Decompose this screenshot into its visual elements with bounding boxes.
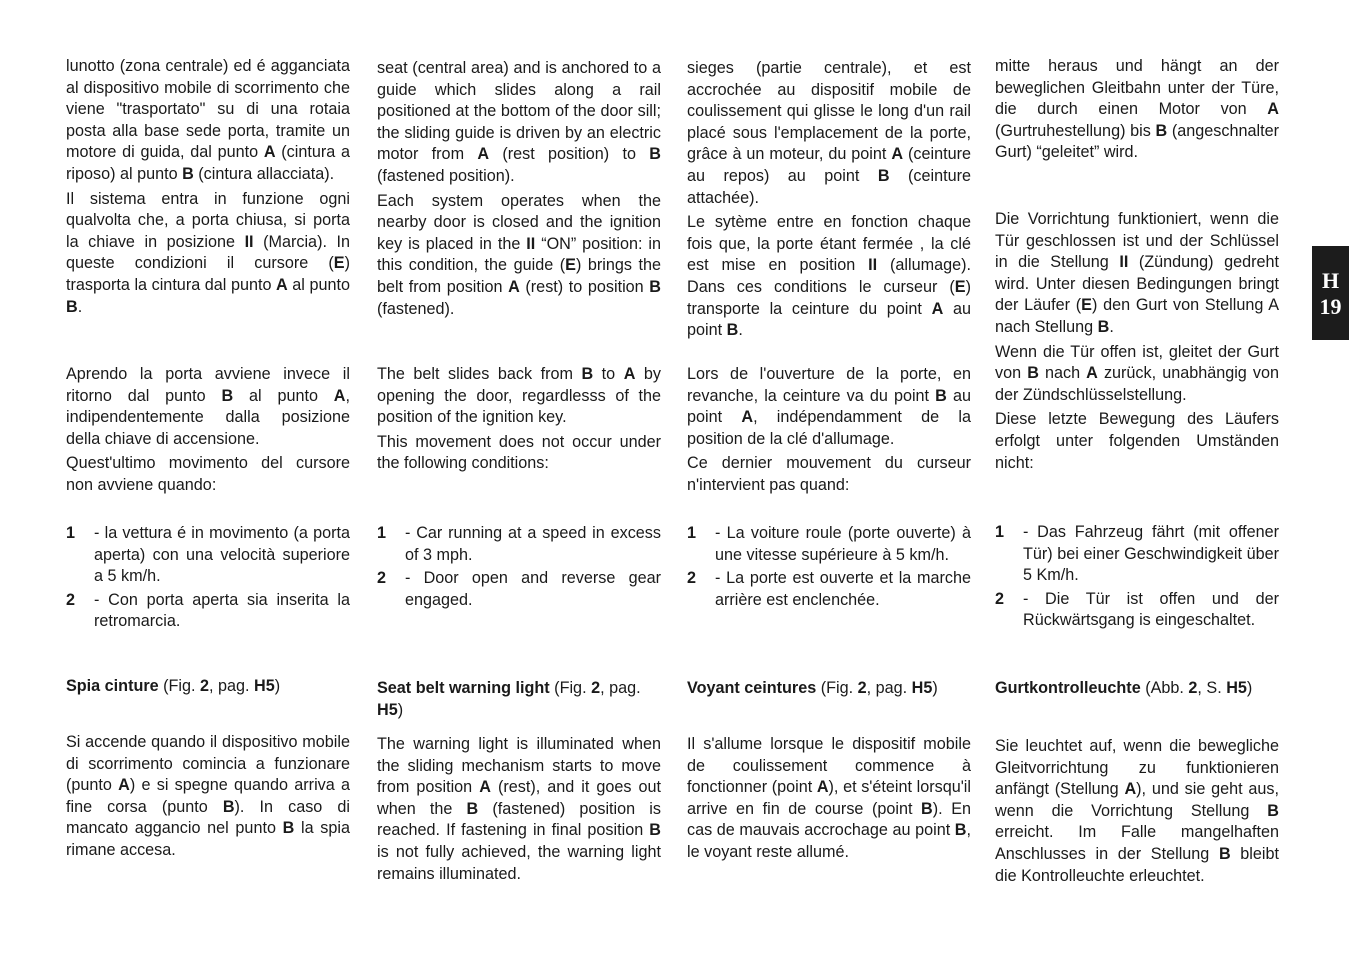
- text-run: , S.: [1197, 679, 1227, 697]
- text-run: (cintura allacciata).: [193, 164, 335, 183]
- text-run: zurück, unabhängig von der Zündschlüsselstellung.: [995, 364, 1279, 404]
- bold-term: B: [1218, 844, 1231, 863]
- text-run: au point: [687, 299, 971, 340]
- bold-term: E: [1081, 296, 1092, 315]
- bold-term: E: [565, 256, 576, 275]
- bold-term: A: [741, 408, 754, 427]
- text-run: - Car running at a speed in excess of 3 mph.: [405, 524, 661, 564]
- text-run: la spia rimane accesa.: [66, 819, 350, 859]
- bold-term: B: [649, 145, 661, 164]
- text-run: Ce dernier mouvement du curseur n'intervient pas quand:: [687, 454, 971, 494]
- conditions-list: [687, 523, 971, 613]
- text-run: (fastened) position is reached. If fastening in final position: [377, 799, 661, 840]
- text-run: (angeschnalter Gurt) “geleitet” wird.: [995, 121, 1279, 162]
- text-run: ): [397, 700, 404, 719]
- exception-paragraph: [687, 453, 971, 496]
- bold-term: 2: [857, 679, 867, 697]
- text-run: ). En cas de mauvais accrochage au point: [687, 799, 971, 840]
- text-run: .: [1109, 317, 1114, 336]
- bold-term: A: [816, 778, 829, 797]
- text-run: ): [932, 679, 938, 697]
- text-run: The warning light is illuminated when the sliding mechanism starts to move from position: [377, 735, 661, 797]
- text-run: .: [738, 321, 743, 340]
- text-run: ), und sie geht aus, wenn die Vorrichtung Stellung: [995, 780, 1279, 820]
- bold-term: II: [868, 256, 878, 275]
- text-run: seat (central area) and is anchored to a guide which slides along a rail positioned at the bottom of the door sill; the sliding guide is driven by an electric motor from: [377, 59, 661, 164]
- text-run: Wenn die Tür offen ist, gleitet der Gurt von: [995, 342, 1279, 383]
- text-run: - La voiture roule (porte ouverte) à une vitesse supérieure à 5 km/h.: [715, 524, 971, 564]
- intro-section: [687, 58, 971, 345]
- bold-term: B: [1267, 801, 1279, 820]
- exception-paragraph: [995, 409, 1279, 474]
- bold-term: B: [954, 821, 967, 840]
- text-run: ): [274, 677, 281, 695]
- text-run: This movement does not occur under the following conditions:: [377, 432, 661, 473]
- list-number: 1: [687, 524, 697, 542]
- section-letter: H: [1321, 268, 1340, 293]
- text-run: ). In caso di mancato aggancio nel punto: [66, 797, 350, 838]
- text-run: is not fully achieved, the warning light remains illuminated.: [377, 842, 661, 883]
- text-run: ) den Gurt von Stellung A nach Stellung: [995, 296, 1279, 336]
- text-run: au point: [687, 386, 971, 427]
- bold-term: B: [66, 297, 78, 316]
- intro-paragraph: [995, 56, 1279, 164]
- text-run: ) e si spegne quando arriva a fine corsa (punto: [66, 776, 351, 816]
- text-run: Die Vorrichtung funktioniert, wenn die Tür geschlossen ist und der Schlüssel in die Stellung: [995, 210, 1279, 272]
- bold-term: H5: [911, 679, 933, 697]
- bold-term: A: [479, 778, 491, 797]
- return-section: [687, 364, 971, 500]
- return-section: [995, 209, 1279, 477]
- conditions-list: [66, 523, 350, 635]
- bold-term: H5: [377, 700, 398, 719]
- bold-term: A: [276, 275, 288, 294]
- intro-paragraph: [377, 58, 661, 188]
- list-number: 2: [377, 569, 387, 588]
- section-heading: [66, 676, 350, 698]
- text-run: , indipendentemente dalla posizione della chiave di accensione.: [66, 386, 350, 448]
- text-run: (Fig.: [158, 677, 201, 695]
- bold-term: B: [921, 799, 933, 818]
- text-run: ): [1246, 679, 1253, 697]
- text-run: ) transporte la ceinture du point: [687, 277, 971, 318]
- bold-term: B: [282, 819, 295, 838]
- list-item: [66, 590, 350, 633]
- bold-term: A: [263, 143, 276, 162]
- bold-term: B: [1097, 317, 1110, 336]
- bold-term: 2: [200, 677, 210, 695]
- bold-term: B: [649, 821, 661, 840]
- intro-section: [377, 58, 661, 323]
- text-run: Quest'ultimo movimento del cursore non avviene quando:: [66, 454, 350, 494]
- system-paragraph: [66, 189, 350, 319]
- text-run: erreicht. Im Falle mangelhaften Anschlusses in der Stellung: [995, 823, 1279, 863]
- text-run: (ceinture attachée).: [687, 166, 971, 207]
- text-run: mitte heraus und hängt an der beweglichen Gleitbahn unter der Türe, die durch einen Motor von: [995, 57, 1279, 119]
- warning-light-section: [377, 734, 661, 888]
- text-run: (Fig.: [549, 679, 592, 697]
- text-run: - Das Fahrzeug fährt (mit offener Tür) bei einer Geschwindigkeit über 5 Km/h.: [1023, 523, 1279, 585]
- exception-paragraph: [66, 453, 350, 496]
- bold-term: A: [623, 365, 636, 383]
- warning-light-heading: [377, 678, 661, 721]
- text-run: (rest position) to: [489, 145, 650, 164]
- warning-light-section: [66, 732, 350, 865]
- list-item: [687, 568, 971, 611]
- warning-light-paragraph: [995, 736, 1279, 887]
- intro-section: [66, 56, 350, 321]
- bold-term: 2: [591, 679, 601, 697]
- bold-term: B: [877, 166, 890, 185]
- bold-term: A: [477, 145, 490, 164]
- text-run: (Marcia). In queste condizioni il cursore (: [66, 232, 350, 273]
- text-run: sieges (partie centrale), et est accrochée au dispositif mobile de coulissement qui glisse le long d'un rail placé sous l'emplacement de la porte, grâce à un moteur, du point: [687, 59, 971, 164]
- text-run: Le sytème entre en fonction chaque fois que, la porte étant fermée , la clé est mise en position: [687, 213, 971, 275]
- list-number: 2: [687, 569, 697, 588]
- return-paragraph: [377, 364, 661, 429]
- section-heading: [687, 678, 971, 700]
- text-run: Each system operates when the nearby door is closed and the ignition key is placed in the: [377, 191, 661, 253]
- bold-term: B: [581, 365, 594, 383]
- bold-term: B: [222, 797, 235, 816]
- text-run: Sie leuchtet auf, wenn die bewegliche Gleitvorrichtung zu funktionieren anfängt (Stellung: [995, 737, 1279, 799]
- text-run: Lors de l'ouverture de la porte, en revanche, la ceinture va du point: [687, 365, 971, 405]
- text-run: Diese letzte Bewegung des Läufers erfolgt unter folgenden Umständen nicht:: [995, 410, 1279, 472]
- text-run: - Con porta aperta sia inserita la retromarcia.: [94, 590, 350, 631]
- section-heading: [377, 678, 661, 721]
- exception-paragraph: [377, 432, 661, 475]
- section-heading: [995, 678, 1279, 700]
- system-paragraph: [995, 209, 1279, 339]
- text-run: nach: [1038, 364, 1087, 383]
- text-run: (Gurtruhestellung) bis: [995, 121, 1156, 140]
- bold-term: B: [182, 164, 194, 183]
- text-run: (ceinture au repos) au point: [687, 145, 972, 185]
- text-run: (cintura a riposo) al punto: [66, 143, 350, 183]
- list-number: 2: [66, 590, 76, 609]
- list-item: [995, 589, 1279, 632]
- text-run: to: [593, 365, 624, 383]
- bold-term: A: [891, 145, 904, 164]
- warning-light-section: [995, 736, 1279, 890]
- text-run: (rest) to position: [519, 277, 650, 296]
- warning-light-heading: [995, 678, 1279, 700]
- list-item: [995, 522, 1279, 587]
- heading-title: Voyant ceintures: [687, 679, 817, 697]
- list-item: [377, 568, 661, 611]
- system-paragraph: [687, 212, 971, 342]
- list-item: [66, 523, 350, 588]
- text-run: Aprendo la porta avviene invece il ritorno dal punto: [66, 365, 350, 405]
- text-run: - Door open and reverse gear engaged.: [405, 569, 661, 609]
- text-run: (Abb.: [1140, 679, 1189, 697]
- text-run: Si accende quando il dispositivo mobile di scorrimento comincia a funzionare (punto: [66, 733, 350, 795]
- bold-term: A: [118, 776, 130, 795]
- text-run: (fastened position).: [377, 166, 515, 185]
- conditions-list: [995, 522, 1279, 634]
- bold-term: II: [1119, 253, 1129, 272]
- list-number: 2: [995, 589, 1005, 608]
- text-run: al punto: [233, 386, 334, 405]
- text-run: ) brings the belt from position: [377, 256, 661, 296]
- system-paragraph: [377, 191, 661, 321]
- bold-term: B: [649, 277, 661, 296]
- warning-light-paragraph: [687, 734, 971, 864]
- text-run: ), et s'éteint lorsqu'il arrive en fin de course (point: [687, 778, 971, 818]
- warning-light-section: [687, 734, 971, 867]
- text-run: Il s'allume lorsque le dispositif mobile de coulissement commence à fonctionner (point: [687, 735, 971, 797]
- text-run: (Zündung) gedreht wird. Unter diesen Bedingungen bringt der Läufer (: [995, 253, 1279, 315]
- text-run: , pag.: [866, 679, 912, 697]
- intro-paragraph: [66, 56, 350, 186]
- bold-term: A: [1086, 364, 1098, 383]
- text-run: The belt slides back from: [377, 365, 582, 383]
- bold-term: B: [1027, 364, 1039, 383]
- text-run: - Die Tür ist offen und der Rückwärtsgang is eingeschaltet.: [1023, 589, 1279, 630]
- text-run: - la vettura é in movimento (a porta aperta) con una velocità superiore a 5 km/h.: [94, 524, 350, 586]
- bold-term: B: [466, 799, 479, 818]
- return-section: [377, 364, 661, 478]
- text-run: ) trasporta la cintura dal punto: [66, 254, 350, 294]
- text-run: (allumage). Dans ces conditions le curseur (: [687, 256, 972, 296]
- text-run: lunotto (zona centrale) ed é agganciata al dispositivo mobile di scorrimento che viene "trasportato" su di una rotaia posta alla base sede porta, tramite un motore di guida, dal punto: [66, 57, 350, 162]
- text-run: .: [77, 297, 83, 316]
- bold-term: A: [1267, 100, 1279, 119]
- text-run: , pag.: [209, 677, 255, 695]
- bold-term: II: [526, 234, 536, 253]
- list-number: 1: [66, 524, 76, 542]
- bold-term: E: [333, 254, 345, 273]
- bold-term: E: [954, 277, 966, 296]
- text-run: bleibt die Kontrolleuchte erleuchtet.: [995, 844, 1279, 885]
- bold-term: A: [931, 299, 944, 318]
- bold-term: H5: [254, 677, 275, 695]
- bold-term: B: [1155, 121, 1168, 140]
- bold-term: A: [508, 277, 520, 296]
- conditions-list: [377, 523, 661, 613]
- bold-term: 2: [1188, 679, 1198, 697]
- page-number: 19: [1319, 294, 1342, 319]
- text-run: (rest), and it goes out when the: [377, 778, 661, 818]
- bold-term: A: [333, 386, 346, 405]
- list-number: 1: [377, 524, 387, 542]
- section-tab: [1312, 246, 1349, 340]
- warning-light-paragraph: [66, 732, 350, 862]
- intro-paragraph: [687, 58, 971, 209]
- text-run: “ON” position: in this condition, the guide (: [377, 234, 661, 275]
- text-run: , indépendamment de la position de la clé d'allumage.: [687, 408, 971, 448]
- heading-title: Spia cinture: [66, 677, 159, 695]
- text-run: Il sistema entra in funzione ogni qualvolta che, a porta chiusa, si porta la chiave in posizione: [66, 189, 350, 251]
- text-run: , le voyant reste allumé.: [687, 821, 971, 861]
- text-run: , pag.: [600, 679, 641, 697]
- list-item: [687, 523, 971, 566]
- bold-term: B: [726, 321, 739, 340]
- warning-light-heading: [687, 678, 971, 700]
- text-run: by opening the door, regardlesss of the position of the ignition key.: [377, 365, 661, 427]
- bold-term: A: [1124, 780, 1137, 799]
- return-paragraph: [66, 364, 350, 450]
- bold-term: H5: [1226, 679, 1247, 697]
- text-run: (Fig.: [816, 679, 858, 697]
- intro-section: [995, 56, 1279, 167]
- heading-title: Seat belt warning light: [377, 679, 550, 697]
- warning-light-heading: [66, 676, 350, 698]
- text-run: al punto: [287, 275, 350, 294]
- list-item: [377, 523, 661, 566]
- text-run: - La porte est ouverte et la marche arrière est enclenchée.: [715, 569, 971, 609]
- warning-light-paragraph: [377, 734, 661, 885]
- heading-title: Gurtkontrolleuchte: [995, 679, 1141, 697]
- bold-term: B: [935, 386, 947, 405]
- return-paragraph: [687, 364, 971, 450]
- text-run: (fastened).: [377, 299, 455, 318]
- list-number: 1: [995, 523, 1005, 541]
- bold-term: B: [221, 386, 234, 405]
- bold-term: II: [244, 232, 254, 251]
- return-section: [66, 364, 350, 500]
- return-paragraph: [995, 342, 1279, 407]
